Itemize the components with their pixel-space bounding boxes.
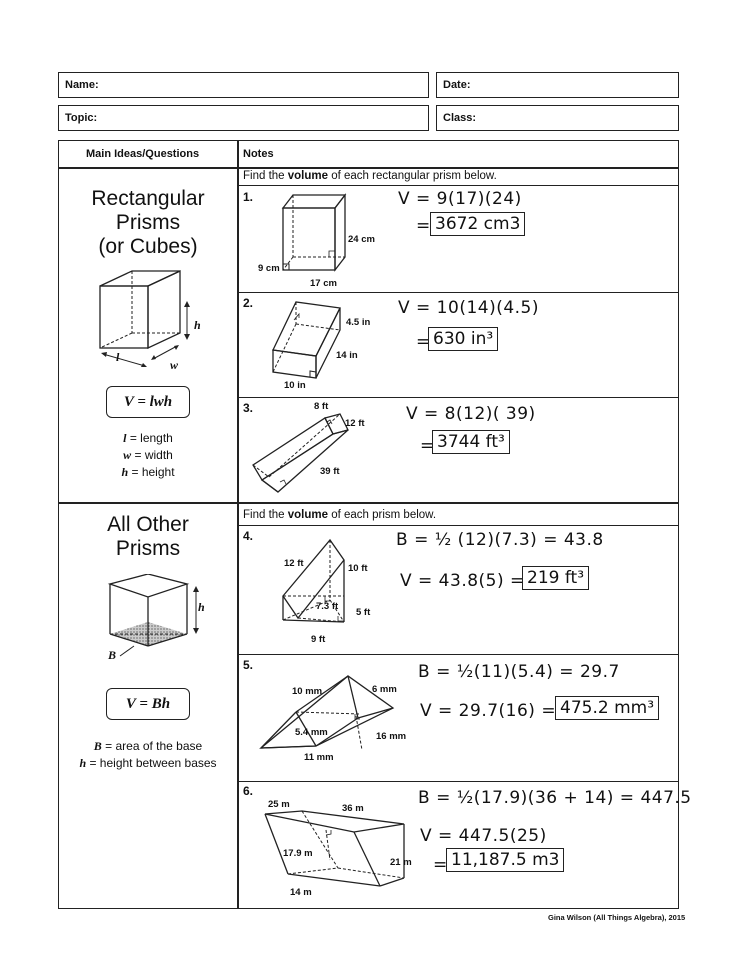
section1-title-line1: Rectangular: [91, 187, 205, 210]
problem-2-dim-height: 4.5 in: [346, 317, 371, 328]
problem-2-answer: 630 in³: [428, 327, 498, 351]
problem-4-dim-d: 5 ft: [356, 607, 371, 618]
problem-4-dim-e: 9 ft: [311, 634, 326, 645]
legend-h-symbol: h: [121, 465, 129, 479]
problem-2-dim-width: 14 in: [336, 350, 358, 361]
section1-prompt-post: of each rectangular prism below.: [328, 170, 497, 182]
problem-6-work-line2: V = 447.5(25): [420, 826, 547, 846]
problem-6-dim-b: 36 m: [342, 803, 364, 814]
footer-credit: Gina Wilson (All Things Algebra), 2015: [548, 913, 686, 922]
problem-2-work-line1: V = 10(14)(4.5): [398, 298, 540, 318]
problem-6-dim-d: 21 m: [390, 857, 412, 868]
column-header-left: Main Ideas/Questions: [86, 148, 200, 160]
column-header-right: Notes: [243, 148, 274, 160]
problem-5-work-line2: V = 29.7(16) =: [420, 701, 557, 721]
class-label: Class:: [443, 112, 477, 124]
section2-prompt: [243, 509, 436, 521]
section2-fig-h-label: h: [198, 600, 205, 614]
prompt2-divider: [237, 525, 679, 526]
section1-title: [60, 187, 236, 259]
row-divider: [237, 654, 679, 655]
problem-1-work-line1: V = 9(17)(24): [398, 189, 522, 209]
legend-w-text: = width: [131, 448, 173, 462]
problem-2-dim-length: 10 in: [284, 380, 306, 391]
problem-5-number: 5.: [243, 658, 254, 672]
section1-prompt-bold: volume: [287, 170, 329, 182]
problem-5-dim-c: 5.4 mm: [295, 727, 328, 738]
problem-4-number: 4.: [243, 529, 254, 543]
section2-title: [60, 513, 236, 561]
section2-title-line2: Prisms: [115, 537, 181, 560]
legend-b-symbol: B: [93, 739, 102, 753]
problem-2-figure: [268, 298, 348, 383]
legend-b-text: = area of the base: [101, 739, 203, 753]
problem-4-work-line1: B = ½ (12)(7.3) = 43.8: [396, 530, 604, 550]
legend-w-symbol: w: [123, 448, 132, 462]
problem-5-work-line1: B = ½(11)(5.4) = 29.7: [418, 662, 620, 682]
legend-h-text: = height: [128, 465, 175, 479]
problem-4-figure: [278, 538, 358, 633]
section2-prompt-post: of each prism below.: [328, 509, 437, 521]
problem-1-work-line2: =: [416, 216, 431, 236]
section2-legend: [60, 738, 236, 772]
problem-4-dim-b: 10 ft: [348, 563, 368, 574]
problem-1-dim-width: 9 cm: [258, 263, 280, 274]
problem-4-dim-c: 7.3 ft: [316, 601, 339, 612]
section1-formula: V = lwh: [106, 386, 190, 418]
problem-6-dim-e: 14 m: [290, 887, 312, 898]
row-divider: [237, 397, 679, 398]
row-divider: [237, 292, 679, 293]
problem-2-work-line2: =: [416, 332, 431, 352]
problem-3-work-line1: V = 8(12)( 39): [406, 404, 536, 424]
problem-3-dim-b: 12 ft: [345, 418, 365, 429]
problem-6-answer: 11,187.5 m3: [446, 848, 564, 872]
section2-title-line1: All Other: [107, 513, 189, 536]
section1-prompt-pre: Find the: [243, 170, 288, 182]
problem-4-dim-a: 12 ft: [284, 558, 304, 569]
section-divider: [58, 502, 679, 504]
problem-6-dim-c: 17.9 m: [283, 848, 313, 859]
problem-3-work-line2: =: [420, 436, 435, 456]
section1-prompt: [243, 170, 497, 182]
problem-1-dim-length: 17 cm: [310, 278, 337, 289]
problem-1-dim-height: 24 cm: [348, 234, 375, 245]
section1-fig-l-label: l: [116, 350, 120, 364]
problem-6-number: 6.: [243, 784, 254, 798]
section1-fig-h-label: h: [194, 318, 201, 332]
problem-6-work-line1: B = ½(17.9)(36 + 14) = 447.5: [418, 788, 692, 808]
section2-prompt-bold: volume: [287, 509, 329, 521]
date-field[interactable]: [436, 72, 679, 98]
name-label: Name:: [65, 79, 99, 91]
section1-title-line3: (or Cubes): [98, 235, 198, 258]
section2-formula: V = Bh: [106, 688, 190, 720]
problem-6-dim-a: 25 m: [268, 799, 290, 810]
section1-legend: [60, 430, 236, 481]
problem-5-answer: 475.2 mm³: [555, 696, 659, 720]
problem-5-dim-a: 10 mm: [292, 686, 323, 697]
problem-5-dim-d: 16 mm: [376, 731, 407, 742]
problem-2-number: 2.: [243, 296, 254, 310]
header-divider: [58, 167, 679, 169]
problem-3-dim-a: 8 ft: [314, 401, 329, 412]
legend-h2-symbol: h: [79, 756, 87, 770]
section2-fig-b-label: B: [108, 648, 117, 662]
problem-4-answer: 219 ft³: [522, 566, 589, 590]
problem-3-answer: 3744 ft³: [432, 430, 510, 454]
problem-1-figure: [275, 192, 355, 282]
triangular-prism-figure: [100, 574, 220, 664]
section1-fig-w-label: w: [170, 358, 179, 372]
topic-label: Topic:: [65, 112, 98, 124]
section2-prompt-pre: Find the: [243, 509, 288, 521]
legend-l-text: = length: [126, 431, 173, 445]
problem-1-number: 1.: [243, 190, 254, 204]
name-field[interactable]: [58, 72, 429, 98]
problem-3-dim-c: 39 ft: [320, 466, 340, 477]
legend-h2-text: = height between bases: [86, 756, 217, 770]
problem-1-answer: 3672 cm3: [430, 212, 525, 236]
problem-3-number: 3.: [243, 401, 254, 415]
section1-title-line2: Prisms: [115, 211, 181, 234]
topic-field[interactable]: [58, 105, 429, 131]
row-divider: [237, 781, 679, 782]
problem-4-work-line2: V = 43.8(5) =: [400, 571, 525, 591]
problem-5-dim-e: 11 mm: [304, 752, 334, 763]
problem-5-dim-b: 6 mm: [372, 684, 397, 695]
problem-6-work-line3: =: [433, 855, 448, 875]
date-label: Date:: [443, 79, 471, 91]
rectangular-prism-figure: [95, 268, 210, 373]
class-field[interactable]: [436, 105, 679, 131]
prompt1-divider: [237, 185, 679, 186]
legend-l-symbol: l: [123, 431, 127, 445]
